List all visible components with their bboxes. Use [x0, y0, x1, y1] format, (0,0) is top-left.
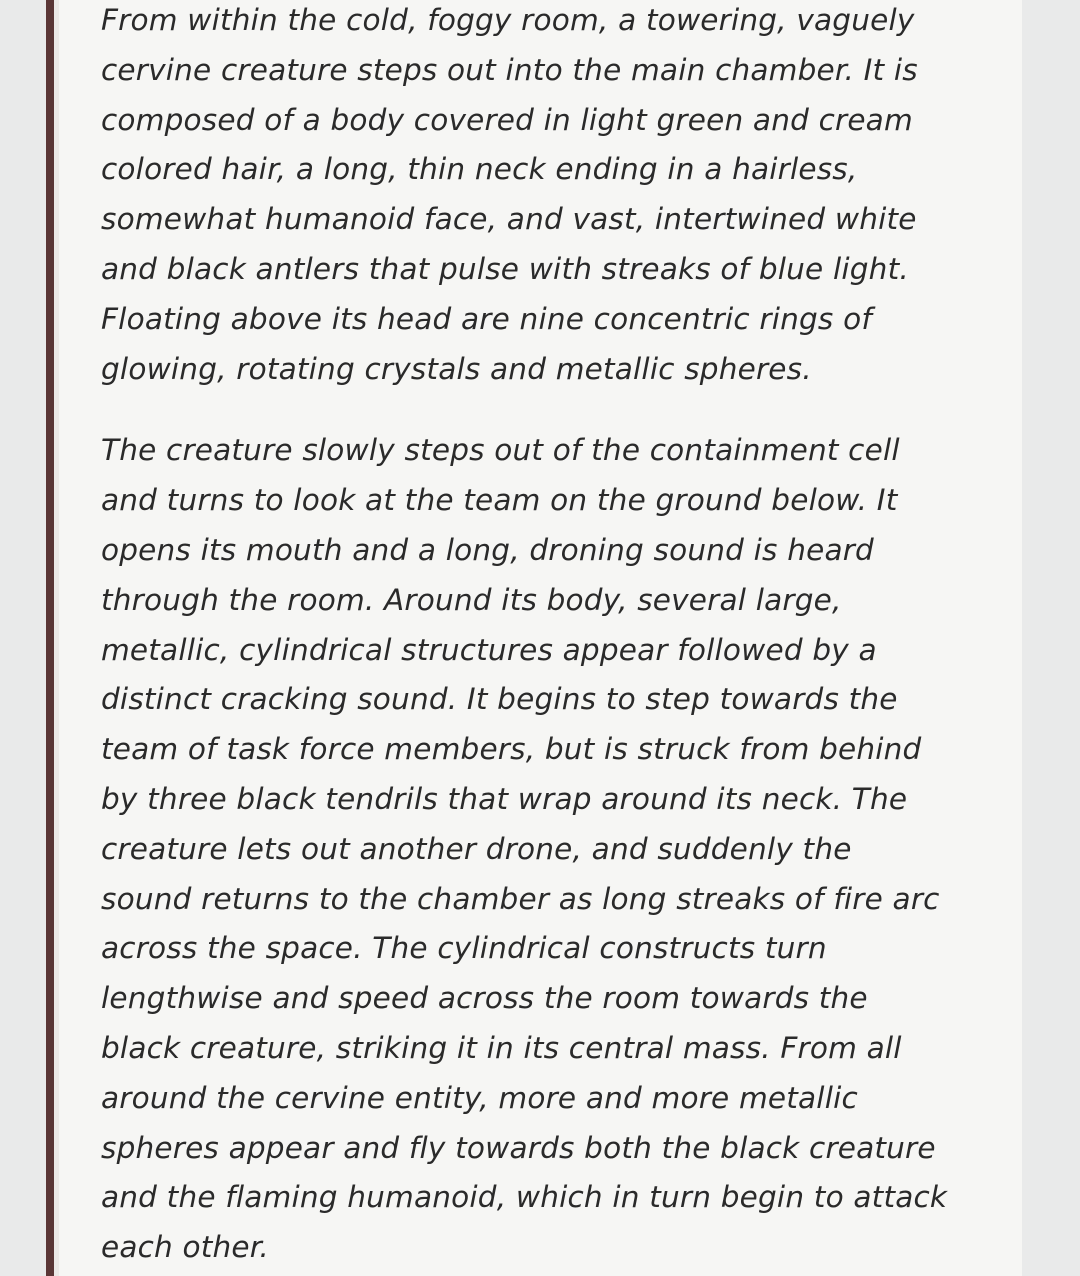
- blockquote-text: [101, 0, 991, 1273]
- paragraph-1: From within the cold, foggy room, a towering, vaguely cervine creature steps out into the main chamber. It is composed of a body covered in light green and cream colored hair, a long, thin neck ending in a hairless, somewhat humanoid face, and vast, intertwined white and black antlers that pulse with streaks of blue light. Floating above its head are nine concentric rings of glowing, rotating crystals and metallic spheres.: [101, 3, 918, 386]
- paragraph-2: The creature slowly steps out of the containment cell and turns to look at the team on the ground below. It opens its mouth and a long, droning sound is heard through the room. Around its body, several large, metallic, cylindrical structures appear followed by a distinct cracking sound. It begins to step towards the team of task force members, but is struck from behind by three black tendrils that wrap around its neck. The creature lets out another drone, and suddenly the sound returns to the chamber as long streaks of fire arc across the space. The cylindrical constructs turn lengthwise and speed across the room towards the black creature, striking it in its central mass. From all around the cervine entity, more and more metallic spheres appear and fly towards both the black creature and the flaming humanoid, which in turn begin to attack each other.: [101, 433, 948, 1265]
- blockquote-bar: [46, 0, 54, 1276]
